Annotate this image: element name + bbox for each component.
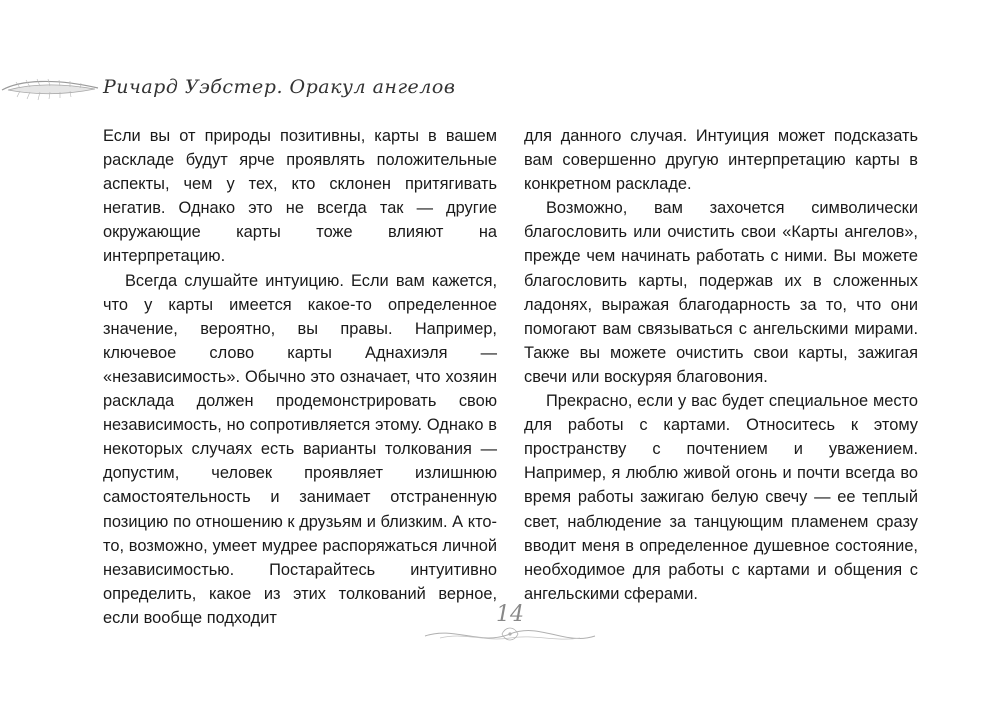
paragraph: Возможно, вам захочется символически благословить или очистить свои «Карты ангелов», прежде чем начинать работать с ними. Вы можете благословить карты, подержав их в сложенных ладонях, выражая благодарность за то, что они помогают вам связываться с ангельскими мирами. Также вы можете очистить свои карты, зажигая свечи или воскуряя благовония. [524, 199, 918, 386]
paragraph: для данного случая. Интуиция может подсказать вам совершенно другую интерпретацию карты в конкретном раскладе. [524, 127, 918, 194]
flourish-icon [420, 620, 600, 650]
paragraph: Всегда слушайте интуицию. Если вам кажется, что у карты имеется какое-то определенное значение, вероятно, вы правы. Например, ключевое слово карты Аднахиэля — «независимость». Обычно это означает, что хозяин расклада должен продемонстрировать свою независимость, но сопротивляется этому. Однако в некоторых случаях есть варианты толкования — допустим, человек проявляет излишнюю самостоятельность и занимает отстраненную позицию по отношению к друзьям и близким. А кто-то, возможно, умеет мудрее распоряжаться личной независимостью. Постарайтесь интуитивно определить, какое из этих толкований верное, если вообще подходит [103, 271, 497, 627]
book-title: Ричард Уэбстер. Оракул ангелов [103, 76, 456, 98]
left-column [103, 124, 497, 630]
page-number: 14 [496, 602, 524, 627]
right-column [524, 124, 918, 606]
paragraph: Прекрасно, если у вас будет специальное место для работы с картами. Относитесь к этому пространству с почтением и уважением. Например, я люблю живой огонь и почти всегда во время работы зажигаю белую свечу — ее теплый свет, наблюдение за танцующим пламенем сразу вводит меня в определенное душевное состояние, необходимое для работы с картами и общения с ангельскими сферами. [524, 392, 918, 603]
page-footer [420, 598, 600, 658]
feather-icon [0, 70, 100, 110]
paragraph: Если вы от природы позитивны, карты в вашем раскладе будут ярче проявлять положительные аспекты, чем у тех, кто склонен притягивать негатив. Однако это не всегда так — другие окружающие карты тоже влияют на интерпретацию. [103, 127, 497, 266]
running-header [0, 70, 1000, 110]
